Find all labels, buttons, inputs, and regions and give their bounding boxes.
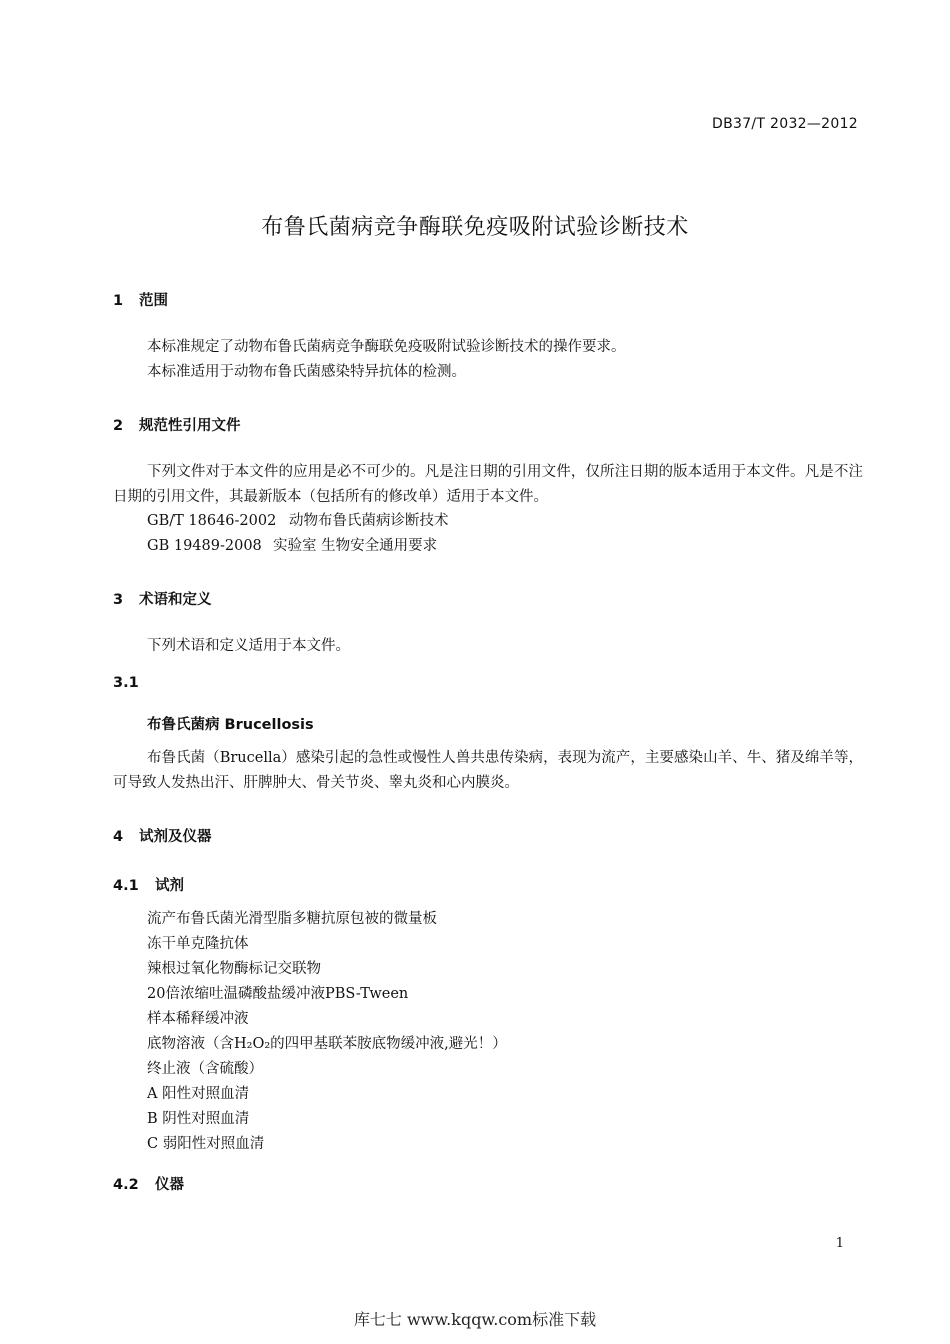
list-item: 冻干单克隆抗体 <box>147 936 249 952</box>
reference-item <box>147 509 449 534</box>
list-item: 辣根过氧化物酶标记交联物 <box>147 961 321 977</box>
list-item: A 阳性对照血清 <box>147 1086 250 1102</box>
section-2-heading <box>113 414 241 435</box>
reagent-list <box>147 907 507 1157</box>
section-title: 范围 <box>139 293 168 309</box>
list-item: 20倍浓缩吐温磷酸盐缓冲液PBS-Tween <box>147 986 409 1002</box>
subsection-number: 4.2 <box>113 1177 139 1193</box>
paragraph: 下列术语和定义适用于本文件。 <box>147 638 350 654</box>
section-title: 规范性引用文件 <box>139 418 241 434</box>
section-number: 1 <box>113 293 124 309</box>
footer-watermark: 库七七 www.kqqw.com标准下载 <box>353 1310 597 1329</box>
reference-item <box>147 534 437 559</box>
paragraph: 本标准适用于动物布鲁氏菌感染特异抗体的检测。 <box>147 364 466 380</box>
section-3-heading <box>113 588 212 609</box>
subsection-title: 试剂 <box>155 878 184 894</box>
subsection-4-1-heading <box>113 874 184 895</box>
section-number: 3 <box>113 592 124 608</box>
term-definition: 布鲁氏菌（Brucella）感染引起的急性或慢性人兽共患传染病，表现为流产，主要感染山羊、牛、猪及绵羊等，可导致人发热出汗、肝脾肿大、骨关节炎、睾丸炎和心内膜炎。 <box>113 750 863 791</box>
section-number: 2 <box>113 418 124 434</box>
term-entry: 布鲁氏菌病 Brucellosis <box>147 717 314 733</box>
subsection-title: 仪器 <box>155 1177 184 1193</box>
paragraph: 本标准规定了动物布鲁氏菌病竞争酶联免疫吸附试验诊断技术的操作要求。 <box>147 339 626 355</box>
list-item: 底物溶液（含H₂O₂的四甲基联苯胺底物缓冲液,避光！） <box>147 1036 507 1052</box>
list-item: 流产布鲁氏菌光滑型脂多糖抗原包被的微量板 <box>147 911 437 927</box>
section-title: 试剂及仪器 <box>139 829 212 845</box>
subsection-4-2-heading <box>113 1173 184 1194</box>
standard-number: DB37/T 2032—2012 <box>712 116 858 132</box>
subsection-number: 4.1 <box>113 878 139 894</box>
list-item: B 阴性对照血清 <box>147 1111 250 1127</box>
list-item: 终止液（含硫酸） <box>147 1061 263 1077</box>
reference-title: 实验室 生物安全通用要求 <box>273 538 438 554</box>
list-item: 样本稀释缓冲液 <box>147 1011 249 1027</box>
subsection-number: 3.1 <box>113 675 139 691</box>
document-title: 布鲁氏菌病竞争酶联免疫吸附试验诊断技术 <box>261 215 689 240</box>
section-1-heading <box>113 289 168 310</box>
section-title: 术语和定义 <box>139 592 212 608</box>
reference-code: GB/T 18646-2002 <box>147 513 277 529</box>
reference-title: 动物布鲁氏菌病诊断技术 <box>289 513 449 529</box>
section-4-heading <box>113 825 212 846</box>
page-number: 1 <box>835 1236 844 1251</box>
list-item: C 弱阳性对照血清 <box>147 1136 265 1152</box>
section-number: 4 <box>113 829 124 845</box>
reference-code: GB 19489-2008 <box>147 538 262 554</box>
paragraph: 下列文件对于本文件的应用是必不可少的。凡是注日期的引用文件，仅所注日期的版本适用于本文件。凡是不注日期的引用文件，其最新版本（包括所有的修改单）适用于本文件。 <box>113 464 863 505</box>
